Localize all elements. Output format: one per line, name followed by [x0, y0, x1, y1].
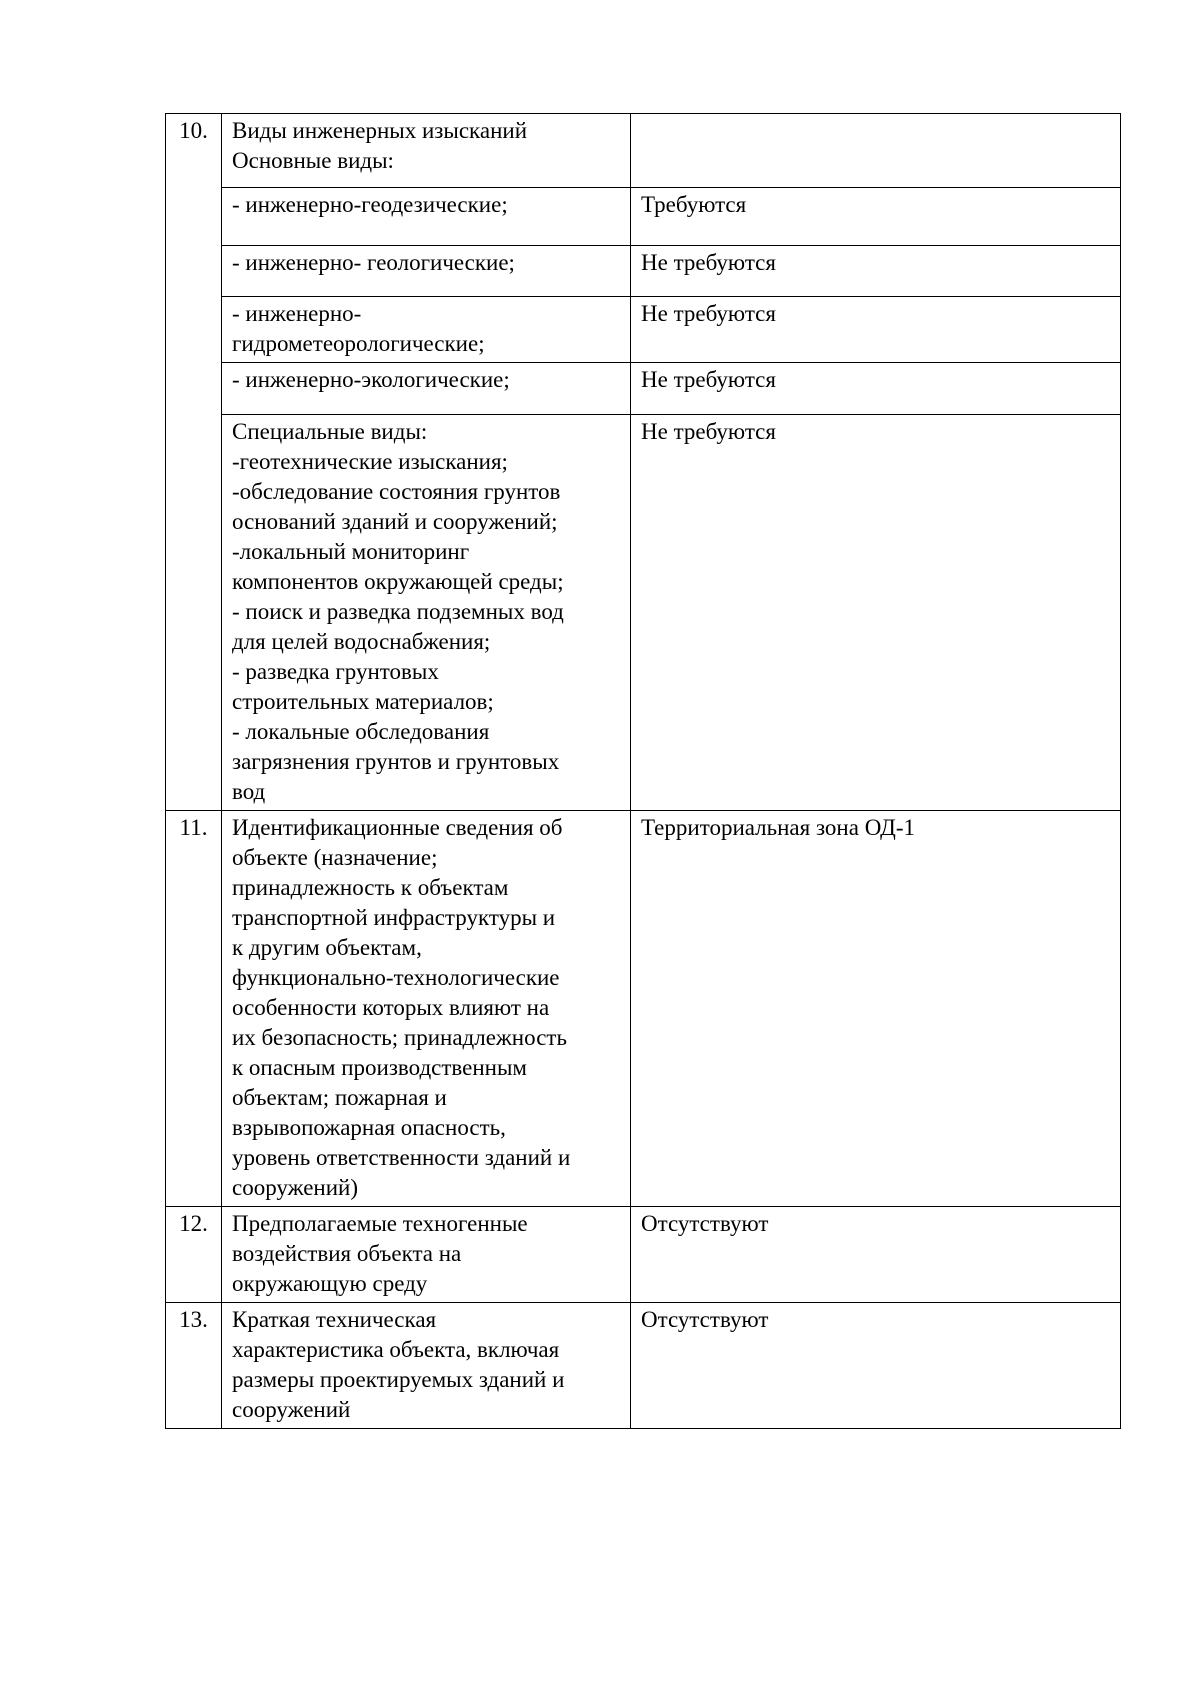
item-line: компонентов окружающей среды; — [232, 569, 564, 594]
value-cell — [631, 1303, 1121, 1429]
item-line: - локальные обследования — [232, 719, 490, 744]
item-line: особенности которых влияют на — [232, 995, 550, 1020]
item-cell — [222, 1207, 631, 1303]
item-cell — [222, 811, 631, 1207]
value-line: Не требуются — [641, 367, 776, 392]
item-line: Виды инженерных изысканий — [232, 118, 528, 143]
item-line: -локальный мониторинг — [232, 539, 470, 564]
item-cell — [222, 363, 631, 415]
value-cell — [631, 114, 1121, 188]
item-line: взрывопожарная опасность, — [232, 1115, 506, 1140]
table-row — [166, 811, 1121, 1207]
item-line: вод — [232, 779, 266, 804]
item-cell — [222, 415, 631, 811]
item-line: Краткая техническая — [232, 1307, 437, 1332]
item-line: - поиск и разведка подземных вод — [232, 599, 564, 624]
item-line: Основные виды: — [232, 148, 394, 173]
value-line: Территориальная зона ОД-1 — [641, 815, 916, 840]
value-line: Требуются — [641, 192, 747, 217]
item-line: принадлежность к объектам — [232, 875, 509, 900]
item-line: строительных материалов; — [232, 689, 494, 714]
item-line: объектам; пожарная и — [232, 1085, 447, 1110]
item-line: Предполагаемые техногенные — [232, 1211, 528, 1236]
item-line: оснований зданий и сооружений; — [232, 509, 558, 534]
table-row — [166, 363, 1121, 415]
value-cell — [631, 246, 1121, 297]
value-line: Не требуются — [641, 250, 776, 275]
item-cell — [222, 1303, 631, 1429]
value-cell — [631, 188, 1121, 246]
item-line: воздействия объекта на — [232, 1241, 462, 1266]
item-cell — [222, 114, 631, 188]
item-line: окружающую среду — [232, 1271, 428, 1296]
item-line: - инженерно- геологические; — [232, 250, 515, 275]
row-number: 12. — [166, 1207, 222, 1303]
item-cell — [222, 246, 631, 297]
value-line: Отсутствуют — [641, 1307, 769, 1332]
item-line: -обследование состояния грунтов — [232, 479, 561, 504]
value-cell — [631, 1207, 1121, 1303]
item-line: их безопасность; принадлежность — [232, 1025, 567, 1050]
item-line: к другим объектам, — [232, 935, 422, 960]
table-row — [166, 1303, 1121, 1429]
row-number: 10. — [166, 114, 222, 811]
item-line: гидрометеорологические; — [232, 331, 485, 356]
item-line: -геотехнические изыскания; — [232, 449, 508, 474]
value-cell — [631, 811, 1121, 1207]
value-cell — [631, 415, 1121, 811]
item-cell — [222, 297, 631, 363]
item-line: сооружений) — [232, 1175, 358, 1200]
item-line: размеры проектируемых зданий и — [232, 1367, 565, 1392]
value-cell — [631, 363, 1121, 415]
item-line: Специальные виды: — [232, 419, 428, 444]
value-line: Не требуются — [641, 301, 776, 326]
item-cell — [222, 188, 631, 246]
value-line: Не требуются — [641, 419, 776, 444]
item-line: функционально-технологические — [232, 965, 560, 990]
item-line: - инженерно-экологические; — [232, 367, 510, 392]
item-line: Идентификационные сведения об — [232, 815, 563, 840]
table-row — [166, 114, 1121, 188]
item-line: уровень ответственности зданий и — [232, 1145, 571, 1170]
value-line: Отсутствуют — [641, 1211, 769, 1236]
item-line: характеристика объекта, включая — [232, 1337, 560, 1362]
item-line: - инженерно- — [232, 301, 362, 326]
table-row — [166, 415, 1121, 811]
row-number: 13. — [166, 1303, 222, 1429]
row-number: 11. — [166, 811, 222, 1207]
requirements-table — [165, 113, 1121, 1429]
item-line: объекте (назначение; — [232, 845, 438, 870]
item-line: сооружений — [232, 1397, 351, 1422]
table-row — [166, 297, 1121, 363]
table-row — [166, 1207, 1121, 1303]
value-cell — [631, 297, 1121, 363]
item-line: загрязнения грунтов и грунтовых — [232, 749, 560, 774]
item-line: для целей водоснабжения; — [232, 629, 491, 654]
item-line: - инженерно-геодезические; — [232, 192, 508, 217]
item-line: к опасным производственным — [232, 1055, 527, 1080]
table-row — [166, 246, 1121, 297]
item-line: - разведка грунтовых — [232, 659, 439, 684]
item-line: транспортной инфраструктуры и — [232, 905, 556, 930]
table-row — [166, 188, 1121, 246]
